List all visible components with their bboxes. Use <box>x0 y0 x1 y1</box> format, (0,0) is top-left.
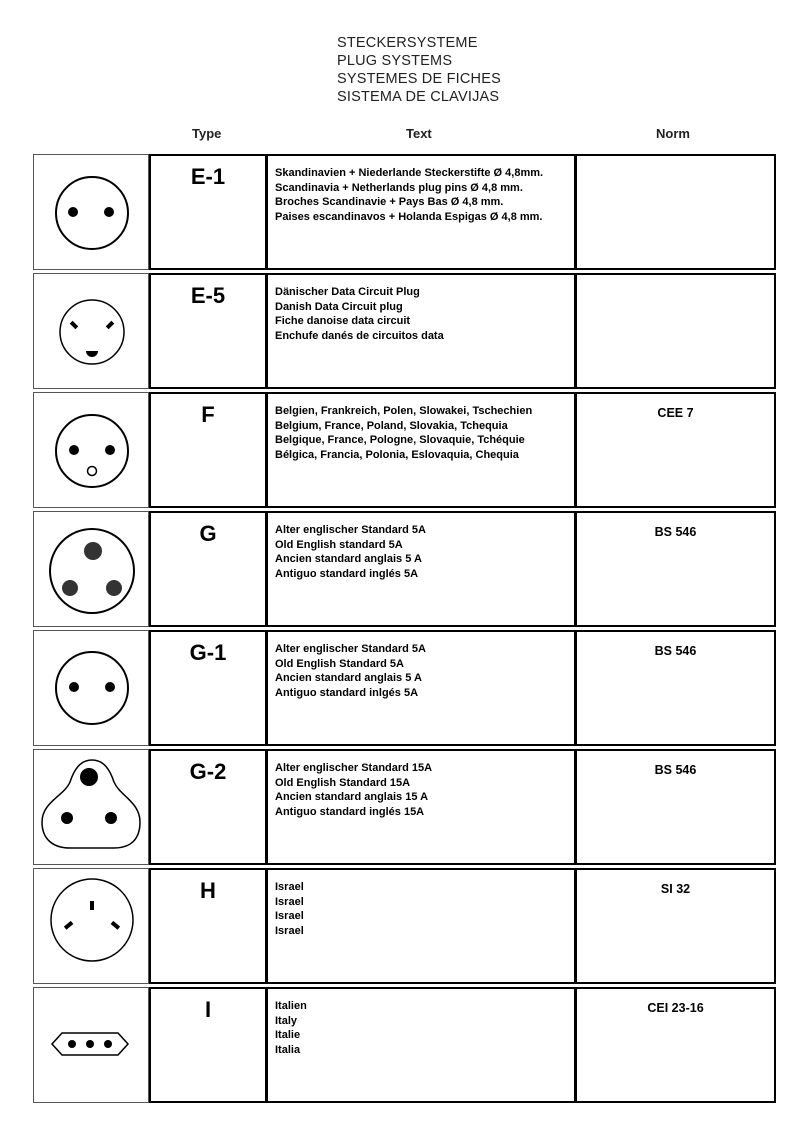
text-line: Italien <box>275 1000 307 1012</box>
text-line: Old English Standard 5A <box>275 657 404 670</box>
norm-cell <box>575 154 776 270</box>
type-label: G-2 <box>189 759 227 784</box>
norm-label: BS 546 <box>654 763 697 777</box>
plug-image-cell <box>33 987 149 1103</box>
text-line: Italy <box>275 1014 298 1027</box>
plug-image-cell <box>33 630 149 746</box>
type-label: G-1 <box>189 640 227 665</box>
text-line: Enchufe danés de circuitos data <box>275 329 444 342</box>
text-cell <box>266 630 576 746</box>
table-row <box>33 749 776 865</box>
text-cell <box>266 273 576 389</box>
type-label: G <box>199 521 217 546</box>
plug-image-cell <box>33 392 149 508</box>
text-line: Israel <box>275 895 304 908</box>
norm-label: CEE 7 <box>657 406 694 420</box>
plug-image-cell <box>33 511 149 627</box>
type-label: E-5 <box>190 283 226 308</box>
text-line: Israel <box>275 910 304 923</box>
type-label: I <box>204 997 212 1022</box>
table-row <box>33 511 776 627</box>
text-line: Alter englischer Standard 5A <box>275 643 426 655</box>
text-line: Israel <box>275 881 304 893</box>
plug-g2-icon <box>34 750 150 866</box>
text-cell <box>266 154 576 270</box>
document-title <box>337 34 501 106</box>
text-line: Bélgica, Francia, Polonia, Eslovaquia, Chequia <box>275 448 519 461</box>
plug-g1-icon <box>34 631 150 747</box>
norm-cell <box>575 392 776 508</box>
text-line: Paises escandinavos + Holanda Espigas Ø 4,8 mm. <box>275 210 543 223</box>
text-line: Belgique, France, Pologne, Slovaquie, Tchéquie <box>275 434 525 447</box>
plug-i-icon <box>34 988 150 1104</box>
text-line: Scandinavia + Netherlands plug pins Ø 4,8 mm. <box>275 181 523 194</box>
header-norm: Norm <box>656 126 690 141</box>
norm-label: SI 32 <box>660 882 691 896</box>
text-line: Israel <box>275 924 304 937</box>
type-label: F <box>201 402 215 427</box>
text-cell <box>266 511 576 627</box>
text-line: Belgien, Frankreich, Polen, Slowakei, Tschechien <box>275 405 533 417</box>
norm-cell <box>575 868 776 984</box>
plug-f-icon <box>34 393 150 509</box>
plug-image-cell <box>33 273 149 389</box>
text-line: Antiguo standard inglés 5A <box>275 567 419 580</box>
text-line: Antiguo standard inglés 15A <box>275 805 425 818</box>
type-cell <box>149 749 267 865</box>
type-cell <box>149 273 267 389</box>
text-cell <box>266 392 576 508</box>
plug-image-cell <box>33 154 149 270</box>
text-line: Fiche danoise data circuit <box>275 315 411 328</box>
plug-image-cell <box>33 868 149 984</box>
plug-image-cell <box>33 749 149 865</box>
type-cell <box>149 154 267 270</box>
title-line: PLUG SYSTEMS <box>337 53 453 69</box>
text-line: Danish Data Circuit plug <box>275 300 403 313</box>
title-line: STECKERSYSTEME <box>337 35 478 51</box>
type-cell <box>149 511 267 627</box>
norm-label: BS 546 <box>654 525 697 539</box>
text-line: Old English standard 5A <box>275 538 403 551</box>
text-line: Skandinavien + Niederlande Steckerstifte Ø 4,8mm. <box>275 167 544 179</box>
text-line: Ancien standard anglais 5 A <box>275 553 422 566</box>
norm-cell <box>575 749 776 865</box>
table-row <box>33 273 776 389</box>
type-cell <box>149 392 267 508</box>
norm-label: BS 546 <box>654 644 697 658</box>
text-line: Ancien standard anglais 5 A <box>275 672 422 685</box>
plug-h-icon <box>34 869 150 985</box>
norm-cell <box>575 630 776 746</box>
norm-cell <box>575 511 776 627</box>
norm-cell <box>575 273 776 389</box>
text-line: Italie <box>275 1029 301 1042</box>
norm-cell <box>575 987 776 1103</box>
text-cell <box>266 749 576 865</box>
type-cell <box>149 868 267 984</box>
type-label: E-1 <box>190 164 226 189</box>
text-line: Belgium, France, Poland, Slovakia, Tchequia <box>275 419 508 432</box>
text-cell <box>266 868 576 984</box>
text-line: Italia <box>275 1043 301 1056</box>
norm-label: CEI 23-16 <box>647 1001 704 1015</box>
table-row <box>33 987 776 1103</box>
text-cell <box>266 987 576 1103</box>
type-cell <box>149 987 267 1103</box>
text-line: Dänischer Data Circuit Plug <box>275 286 420 298</box>
table-row <box>33 868 776 984</box>
type-cell <box>149 630 267 746</box>
text-line: Alter englischer Standard 5A <box>275 524 426 536</box>
title-line: SYSTEMES DE FICHES <box>337 71 501 87</box>
table-row <box>33 154 776 270</box>
table-row <box>33 392 776 508</box>
text-line: Old English Standard 15A <box>275 776 411 789</box>
text-line: Alter englischer Standard 15A <box>275 762 433 774</box>
plug-e5-icon <box>34 274 150 390</box>
header-type: Type <box>192 126 222 141</box>
text-line: Broches Scandinavie + Pays Bas Ø 4,8 mm. <box>275 196 504 209</box>
text-line: Ancien standard anglais 15 A <box>275 791 429 804</box>
plug-g-icon <box>34 512 150 628</box>
title-line: SISTEMA DE CLAVIJAS <box>337 89 500 105</box>
text-line: Antiguo standard inlgés 5A <box>275 686 419 699</box>
type-label: H <box>200 878 216 903</box>
header-text: Text <box>406 126 432 141</box>
plug-e1-icon <box>34 155 150 271</box>
table-row <box>33 630 776 746</box>
